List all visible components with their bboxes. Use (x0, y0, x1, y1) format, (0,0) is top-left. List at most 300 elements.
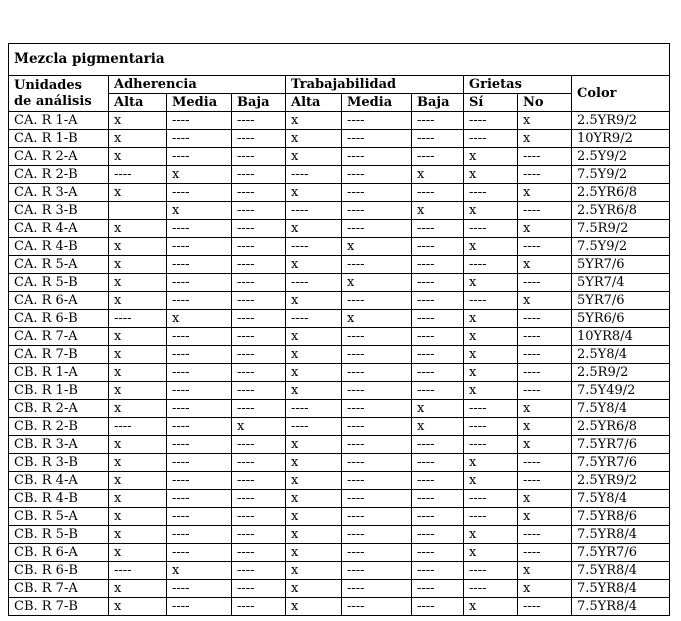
workability-media-cell: ---- (342, 148, 412, 166)
table-row (9, 544, 670, 562)
unit-cell: CA. R 5-A (9, 256, 109, 274)
adherence-baja-cell: ---- (232, 310, 286, 328)
workability-baja-cell: ---- (412, 148, 464, 166)
workability-media-cell: ---- (342, 598, 412, 616)
adherence-header: Adherencia (109, 76, 286, 94)
adherence-alta-cell: ---- (109, 310, 167, 328)
color-cell: 7.5YR8/4 (572, 580, 670, 598)
workability-alta-cell: x (286, 130, 342, 148)
table-row (9, 418, 670, 436)
workability-media-cell: ---- (342, 544, 412, 562)
color-cell: 7.5YR8/6 (572, 508, 670, 526)
color-cell: 5YR6/6 (572, 310, 670, 328)
workability-media-cell: ---- (342, 364, 412, 382)
workability-baja-cell: x (412, 418, 464, 436)
workability-media-cell: ---- (342, 202, 412, 220)
cracks-si-cell: x (464, 328, 518, 346)
adherence-alta-cell: x (109, 130, 167, 148)
cracks-si-cell: ---- (464, 184, 518, 202)
unit-cell: CB. R 6-A (9, 544, 109, 562)
workability-baja-cell: ---- (412, 526, 464, 544)
adherence-alta-cell: x (109, 490, 167, 508)
workability-baja-cell: ---- (412, 292, 464, 310)
adherence-baja-cell: ---- (232, 238, 286, 256)
workability-alta-cell: ---- (286, 400, 342, 418)
workability-media-cell: ---- (342, 292, 412, 310)
cracks-no-cell: ---- (518, 382, 572, 400)
unit-cell: CB. R 5-A (9, 508, 109, 526)
workability-baja-cell: x (412, 400, 464, 418)
workability-media-cell: ---- (342, 562, 412, 580)
workability-media-cell: ---- (342, 112, 412, 130)
table-row (9, 202, 670, 220)
cracks-si-cell: x (464, 364, 518, 382)
color-cell: 5YR7/4 (572, 274, 670, 292)
adherence-alta-cell: ---- (109, 562, 167, 580)
cracks-si-cell: ---- (464, 580, 518, 598)
workability-media-cell: ---- (342, 130, 412, 148)
adherence-media-cell: ---- (167, 454, 232, 472)
cracks-si-cell: x (464, 274, 518, 292)
adherence-alta-cell (109, 202, 167, 220)
table-row (9, 400, 670, 418)
workability-baja-cell: ---- (412, 184, 464, 202)
workability-alta-cell: x (286, 112, 342, 130)
workability-baja-cell: ---- (412, 274, 464, 292)
adherence-baja-cell: ---- (232, 400, 286, 418)
cracks-no-cell: x (518, 220, 572, 238)
cracks-no-cell: ---- (518, 526, 572, 544)
adherence-media-cell: ---- (167, 400, 232, 418)
unit-cell: CB. R 3-B (9, 454, 109, 472)
workability-baja-header: Baja (412, 94, 464, 112)
table-row (9, 580, 670, 598)
cracks-no-cell: ---- (518, 274, 572, 292)
adherence-baja-cell: ---- (232, 292, 286, 310)
adherence-media-cell: ---- (167, 418, 232, 436)
cracks-si-header: Sí (464, 94, 518, 112)
unit-cell: CB. R 1-A (9, 364, 109, 382)
table-row (9, 598, 670, 616)
unit-cell: CB. R 2-A (9, 400, 109, 418)
workability-media-cell: ---- (342, 220, 412, 238)
adherence-media-header: Media (167, 94, 232, 112)
units-header (9, 76, 109, 112)
table-row (9, 310, 670, 328)
table-row (9, 508, 670, 526)
adherence-media-cell: ---- (167, 364, 232, 382)
workability-media-cell: ---- (342, 436, 412, 454)
workability-alta-cell: x (286, 148, 342, 166)
cracks-no-cell: x (518, 130, 572, 148)
workability-media-cell: ---- (342, 346, 412, 364)
adherence-alta-header: Alta (109, 94, 167, 112)
adherence-media-cell: ---- (167, 328, 232, 346)
workability-baja-cell: ---- (412, 508, 464, 526)
cracks-header: Grietas (464, 76, 572, 94)
unit-cell: CB. R 4-B (9, 490, 109, 508)
workability-media-cell: ---- (342, 490, 412, 508)
adherence-alta-cell: x (109, 148, 167, 166)
adherence-baja-cell: ---- (232, 580, 286, 598)
cracks-no-header: No (518, 94, 572, 112)
cracks-no-cell: ---- (518, 328, 572, 346)
pigment-mixture-table (8, 43, 670, 616)
workability-alta-cell: x (286, 256, 342, 274)
cracks-si-cell: ---- (464, 130, 518, 148)
adherence-baja-cell: ---- (232, 202, 286, 220)
adherence-baja-cell: ---- (232, 436, 286, 454)
cracks-no-cell: ---- (518, 598, 572, 616)
cracks-si-cell: ---- (464, 220, 518, 238)
cracks-no-cell: x (518, 436, 572, 454)
adherence-baja-cell: ---- (232, 598, 286, 616)
unit-cell: CA. R 4-A (9, 220, 109, 238)
workability-media-cell: ---- (342, 454, 412, 472)
workability-baja-cell: ---- (412, 256, 464, 274)
adherence-baja-cell: ---- (232, 184, 286, 202)
adherence-media-cell: ---- (167, 382, 232, 400)
adherence-media-cell: ---- (167, 436, 232, 454)
workability-media-cell: ---- (342, 472, 412, 490)
cracks-no-cell: x (518, 490, 572, 508)
adherence-media-cell: ---- (167, 220, 232, 238)
workability-media-cell: ---- (342, 400, 412, 418)
adherence-alta-cell: x (109, 400, 167, 418)
unit-cell: CA. R 4-B (9, 238, 109, 256)
cracks-si-cell: ---- (464, 562, 518, 580)
unit-cell: CA. R 6-A (9, 292, 109, 310)
color-cell: 2.5YR6/8 (572, 202, 670, 220)
table-row (9, 562, 670, 580)
workability-baja-cell: ---- (412, 436, 464, 454)
cracks-si-cell: ---- (464, 508, 518, 526)
adherence-baja-header: Baja (232, 94, 286, 112)
adherence-alta-cell: x (109, 256, 167, 274)
unit-cell: CA. R 7-A (9, 328, 109, 346)
adherence-media-cell: ---- (167, 526, 232, 544)
adherence-alta-cell: x (109, 580, 167, 598)
cracks-no-cell: x (518, 400, 572, 418)
unit-cell: CB. R 2-B (9, 418, 109, 436)
workability-alta-cell: x (286, 562, 342, 580)
adherence-baja-cell: ---- (232, 220, 286, 238)
cracks-si-cell: x (464, 310, 518, 328)
cracks-no-cell: x (518, 508, 572, 526)
adherence-media-cell: ---- (167, 472, 232, 490)
unit-cell: CB. R 5-B (9, 526, 109, 544)
color-cell: 2.5Y8/4 (572, 346, 670, 364)
cracks-no-cell: ---- (518, 166, 572, 184)
color-cell: 7.5Y8/4 (572, 490, 670, 508)
workability-alta-cell: x (286, 364, 342, 382)
table-row (9, 238, 670, 256)
adherence-media-cell: ---- (167, 148, 232, 166)
adherence-media-cell: ---- (167, 130, 232, 148)
cracks-no-cell: ---- (518, 364, 572, 382)
table-row (9, 220, 670, 238)
adherence-alta-cell: x (109, 112, 167, 130)
workability-baja-cell: ---- (412, 544, 464, 562)
workability-alta-cell: x (286, 526, 342, 544)
workability-alta-cell: x (286, 490, 342, 508)
table-title: Mezcla pigmentaria (9, 44, 670, 76)
adherence-media-cell: ---- (167, 508, 232, 526)
adherence-baja-cell: ---- (232, 562, 286, 580)
workability-baja-cell: ---- (412, 238, 464, 256)
workability-alta-cell: x (286, 580, 342, 598)
cracks-si-cell: ---- (464, 400, 518, 418)
unit-cell: CB. R 7-A (9, 580, 109, 598)
table-row (9, 184, 670, 202)
adherence-baja-cell: ---- (232, 166, 286, 184)
cracks-no-cell: x (518, 562, 572, 580)
unit-cell: CB. R 3-A (9, 436, 109, 454)
workability-alta-cell: ---- (286, 238, 342, 256)
adherence-baja-cell: ---- (232, 544, 286, 562)
table-row (9, 148, 670, 166)
adherence-alta-cell: x (109, 238, 167, 256)
cracks-si-cell: ---- (464, 490, 518, 508)
adherence-alta-cell: x (109, 508, 167, 526)
adherence-baja-cell: ---- (232, 490, 286, 508)
cracks-si-cell: x (464, 346, 518, 364)
adherence-media-cell: ---- (167, 598, 232, 616)
unit-cell: CB. R 7-B (9, 598, 109, 616)
unit-cell: CA. R 3-B (9, 202, 109, 220)
adherence-baja-cell: ---- (232, 364, 286, 382)
cracks-si-cell: ---- (464, 418, 518, 436)
table-row (9, 490, 670, 508)
adherence-baja-cell: ---- (232, 112, 286, 130)
adherence-alta-cell: x (109, 328, 167, 346)
cracks-si-cell: ---- (464, 292, 518, 310)
color-cell: 7.5YR7/6 (572, 436, 670, 454)
cracks-no-cell: ---- (518, 346, 572, 364)
workability-baja-cell: ---- (412, 346, 464, 364)
unit-cell: CA. R 1-A (9, 112, 109, 130)
workability-baja-cell: ---- (412, 598, 464, 616)
color-cell: 2.5YR9/2 (572, 472, 670, 490)
adherence-alta-cell: x (109, 184, 167, 202)
table-row (9, 382, 670, 400)
cracks-no-cell: x (518, 418, 572, 436)
cracks-si-cell: x (464, 598, 518, 616)
table-row (9, 274, 670, 292)
color-cell: 2.5YR6/8 (572, 184, 670, 202)
table-row (9, 112, 670, 130)
cracks-no-cell: x (518, 256, 572, 274)
unit-cell: CA. R 2-A (9, 148, 109, 166)
workability-alta-cell: ---- (286, 418, 342, 436)
adherence-alta-cell: ---- (109, 166, 167, 184)
workability-alta-cell: x (286, 472, 342, 490)
unit-cell: CA. R 5-B (9, 274, 109, 292)
workability-baja-cell: ---- (412, 112, 464, 130)
adherence-baja-cell: ---- (232, 508, 286, 526)
table-row (9, 130, 670, 148)
cracks-no-cell: ---- (518, 454, 572, 472)
adherence-media-cell: ---- (167, 274, 232, 292)
workability-alta-cell: x (286, 346, 342, 364)
workability-media-cell: ---- (342, 184, 412, 202)
cracks-no-cell: ---- (518, 202, 572, 220)
color-cell: 7.5Y8/4 (572, 400, 670, 418)
cracks-no-cell: ---- (518, 472, 572, 490)
adherence-alta-cell: x (109, 436, 167, 454)
cracks-si-cell: x (464, 382, 518, 400)
unit-cell: CB. R 1-B (9, 382, 109, 400)
unit-cell: CA. R 7-B (9, 346, 109, 364)
adherence-media-cell: ---- (167, 490, 232, 508)
adherence-baja-cell: ---- (232, 454, 286, 472)
adherence-alta-cell: ---- (109, 418, 167, 436)
workability-baja-cell: ---- (412, 580, 464, 598)
workability-alta-cell: ---- (286, 202, 342, 220)
table-row (9, 364, 670, 382)
color-cell: 2.5YR9/2 (572, 112, 670, 130)
cracks-si-cell: x (464, 148, 518, 166)
workability-alta-cell: x (286, 184, 342, 202)
workability-alta-cell: ---- (286, 166, 342, 184)
cracks-si-cell: x (464, 472, 518, 490)
workability-baja-cell: ---- (412, 562, 464, 580)
table-row (9, 436, 670, 454)
cracks-si-cell: x (464, 526, 518, 544)
adherence-alta-cell: x (109, 598, 167, 616)
workability-baja-cell: x (412, 166, 464, 184)
color-cell: 7.5YR7/6 (572, 544, 670, 562)
unit-cell: CB. R 4-A (9, 472, 109, 490)
table-row (9, 166, 670, 184)
cracks-si-cell: ---- (464, 112, 518, 130)
workability-media-cell: ---- (342, 166, 412, 184)
color-cell: 10YR8/4 (572, 328, 670, 346)
workability-media-cell: ---- (342, 508, 412, 526)
units-header-line1: Unidades (14, 77, 82, 93)
table-body (9, 112, 670, 616)
workability-alta-cell: x (286, 328, 342, 346)
workability-media-header: Media (342, 94, 412, 112)
table-row (9, 454, 670, 472)
workability-header: Trabajabilidad (286, 76, 464, 94)
workability-alta-cell: x (286, 292, 342, 310)
workability-baja-cell: ---- (412, 328, 464, 346)
workability-baja-cell: ---- (412, 490, 464, 508)
workability-media-cell: ---- (342, 418, 412, 436)
color-cell: 7.5YR8/4 (572, 598, 670, 616)
adherence-media-cell: x (167, 310, 232, 328)
unit-cell: CA. R 1-B (9, 130, 109, 148)
workability-alta-cell: x (286, 382, 342, 400)
table-row (9, 292, 670, 310)
workability-baja-cell: ---- (412, 472, 464, 490)
color-cell: 7.5Y9/2 (572, 166, 670, 184)
adherence-media-cell: ---- (167, 580, 232, 598)
cracks-si-cell: x (464, 166, 518, 184)
workability-baja-cell: ---- (412, 130, 464, 148)
workability-alta-cell: x (286, 598, 342, 616)
unit-cell: CA. R 3-A (9, 184, 109, 202)
adherence-alta-cell: x (109, 382, 167, 400)
cracks-si-cell: ---- (464, 436, 518, 454)
workability-alta-cell: x (286, 436, 342, 454)
adherence-baja-cell: ---- (232, 130, 286, 148)
color-cell: 7.5Y49/2 (572, 382, 670, 400)
adherence-alta-cell: x (109, 472, 167, 490)
adherence-media-cell: x (167, 166, 232, 184)
adherence-alta-cell: x (109, 346, 167, 364)
adherence-alta-cell: x (109, 544, 167, 562)
color-cell: 5YR7/6 (572, 292, 670, 310)
cracks-no-cell: ---- (518, 310, 572, 328)
workability-baja-cell: ---- (412, 454, 464, 472)
workability-media-cell: x (342, 310, 412, 328)
workability-baja-cell: ---- (412, 220, 464, 238)
color-cell: 2.5YR6/8 (572, 418, 670, 436)
adherence-media-cell: ---- (167, 256, 232, 274)
color-cell: 7.5Y9/2 (572, 238, 670, 256)
color-cell: 2.5R9/2 (572, 364, 670, 382)
color-cell: 5YR7/6 (572, 256, 670, 274)
workability-media-cell: ---- (342, 580, 412, 598)
color-cell: 2.5Y9/2 (572, 148, 670, 166)
adherence-alta-cell: x (109, 526, 167, 544)
workability-media-cell: x (342, 238, 412, 256)
unit-cell: CB. R 6-B (9, 562, 109, 580)
adherence-alta-cell: x (109, 274, 167, 292)
table-row (9, 346, 670, 364)
cracks-no-cell: ---- (518, 148, 572, 166)
workability-alta-header: Alta (286, 94, 342, 112)
color-cell: 7.5YR7/6 (572, 454, 670, 472)
adherence-baja-cell: ---- (232, 382, 286, 400)
adherence-baja-cell: x (232, 418, 286, 436)
workability-alta-cell: x (286, 544, 342, 562)
color-cell: 7.5R9/2 (572, 220, 670, 238)
adherence-media-cell: ---- (167, 112, 232, 130)
adherence-media-cell: ---- (167, 544, 232, 562)
workability-media-cell: ---- (342, 328, 412, 346)
adherence-baja-cell: ---- (232, 346, 286, 364)
adherence-media-cell: ---- (167, 346, 232, 364)
cracks-no-cell: x (518, 112, 572, 130)
workability-alta-cell: x (286, 454, 342, 472)
adherence-alta-cell: x (109, 292, 167, 310)
cracks-no-cell: x (518, 580, 572, 598)
adherence-baja-cell: ---- (232, 526, 286, 544)
table-row (9, 526, 670, 544)
adherence-baja-cell: ---- (232, 328, 286, 346)
adherence-media-cell: x (167, 202, 232, 220)
adherence-alta-cell: x (109, 364, 167, 382)
adherence-alta-cell: x (109, 454, 167, 472)
workability-baja-cell: x (412, 202, 464, 220)
table-row (9, 328, 670, 346)
workability-media-cell: ---- (342, 526, 412, 544)
color-header: Color (572, 76, 670, 112)
adherence-media-cell: x (167, 562, 232, 580)
table-row (9, 256, 670, 274)
cracks-si-cell: ---- (464, 256, 518, 274)
adherence-media-cell: ---- (167, 292, 232, 310)
color-cell: 7.5YR8/4 (572, 562, 670, 580)
adherence-baja-cell: ---- (232, 256, 286, 274)
adherence-baja-cell: ---- (232, 472, 286, 490)
workability-alta-cell: ---- (286, 310, 342, 328)
adherence-baja-cell: ---- (232, 274, 286, 292)
adherence-baja-cell: ---- (232, 148, 286, 166)
